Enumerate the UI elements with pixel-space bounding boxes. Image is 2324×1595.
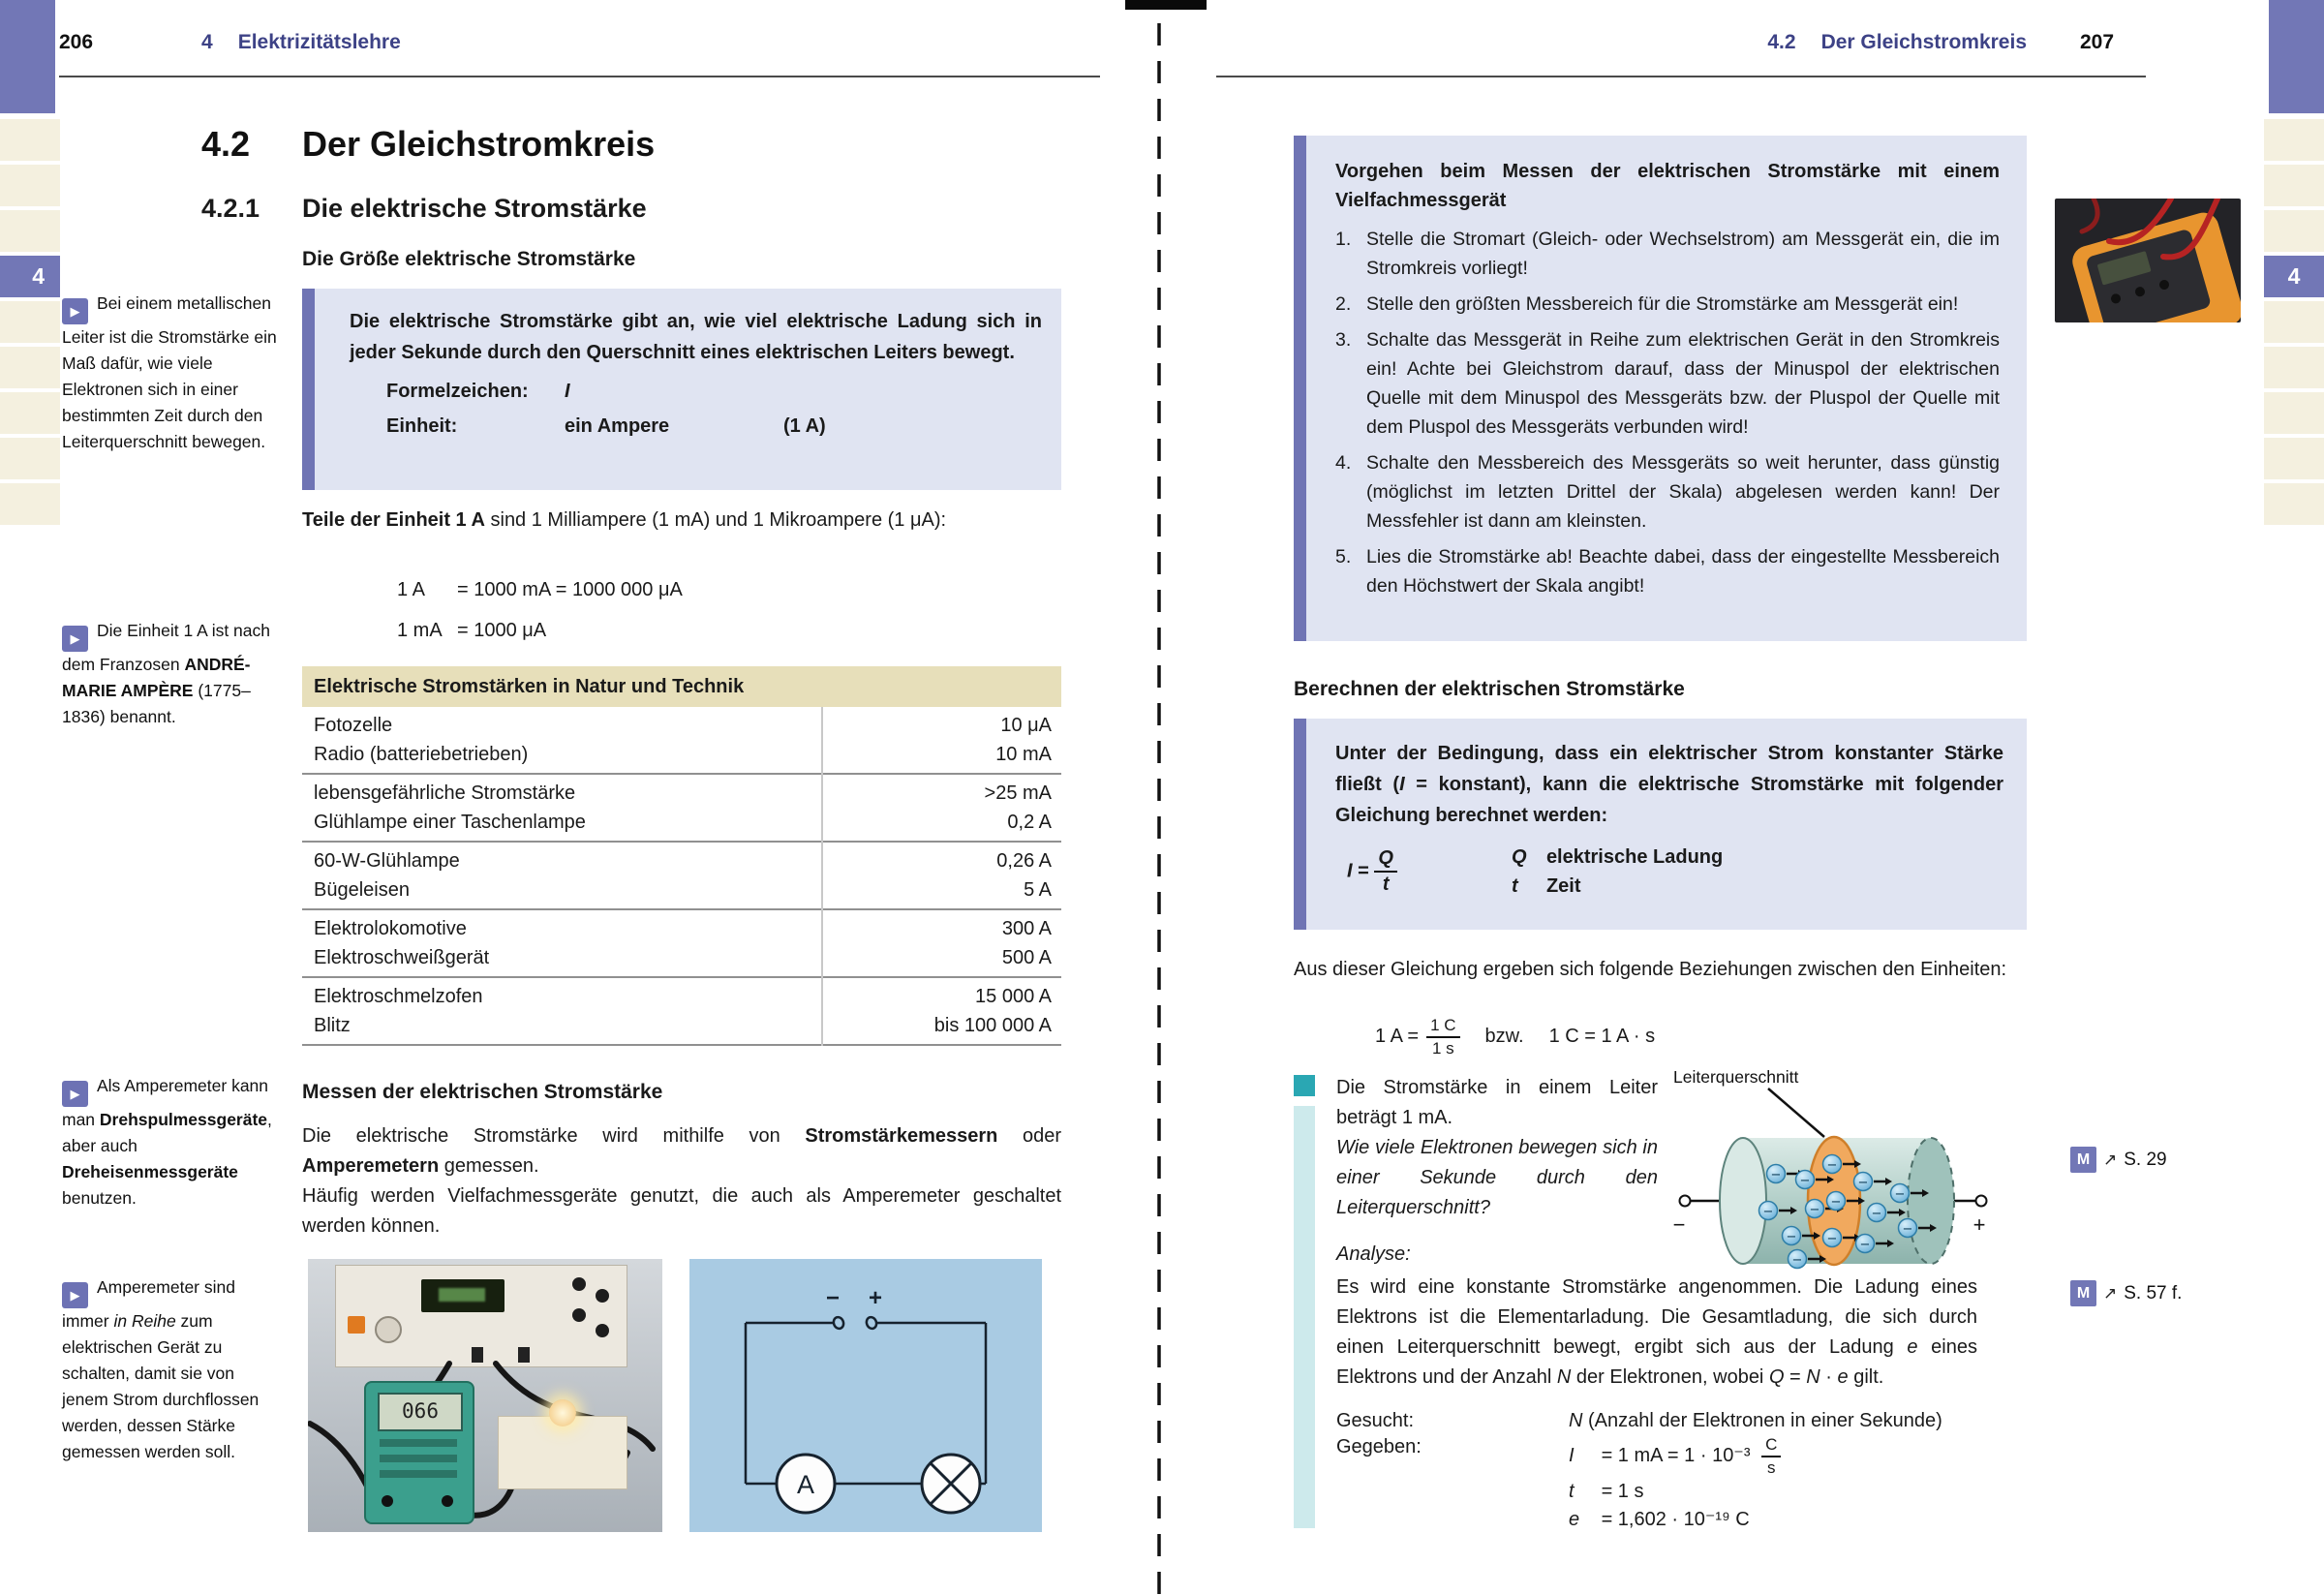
edge-tab — [0, 210, 60, 252]
svg-text:−: − — [1857, 1176, 1869, 1190]
edge-tab — [2264, 119, 2324, 161]
given-symbol: t — [1569, 1480, 1575, 1502]
item-text: Schalte den Messbereich des Messgeräts so weit herunter, dass günstig (möglichst im letzten Drittel der Skala) abgelesen werden kann! Der Messfehler ist dann am kleinsten. — [1366, 452, 2000, 532]
multimeter-display: 066 — [378, 1393, 463, 1431]
list-item — [1335, 325, 2000, 442]
cables — [308, 1259, 662, 1532]
section-title: Der Gleichstromkreis — [302, 124, 656, 164]
subsection-heading — [201, 194, 647, 224]
subsection-number: 4.2.1 — [201, 194, 260, 223]
formelzeichen-symbol: I — [565, 381, 570, 402]
subsection-title: Die elektrische Stromstärke — [302, 194, 647, 223]
analyse-text: Es wird eine konstante Stromstärke angenommen. Die Ladung eines Elektrons ist die Elementarladung. Die Gesamtladung, die sich durch einen Leiterquerschnitt bewegt, ergibt sich aus der Ladung e eines Elektrons und der Anzahl N der Elektronen, wobei Q = N · e gilt. — [1336, 1276, 1977, 1388]
ammeter-label: A — [796, 1470, 815, 1499]
terminal-plus-label: + — [1972, 1212, 1986, 1237]
margin-note — [62, 291, 283, 455]
formula-pre: 1 A = — [1375, 1026, 1420, 1048]
vorgehen-box-accent-bar — [1294, 136, 1306, 641]
messen-paragraph — [302, 1121, 1061, 1242]
vorgehen-box — [1294, 136, 2027, 641]
play-icon: ▶ — [62, 298, 88, 324]
edge-tab — [0, 301, 60, 343]
calc-box — [1294, 719, 2027, 930]
svg-text:−: − — [1786, 1230, 1797, 1244]
gesucht-gegeben — [1336, 1410, 2014, 1531]
given-symbol: I — [1569, 1445, 1575, 1467]
edge-tab — [2264, 483, 2324, 525]
gegeben-row — [1569, 1436, 2014, 1477]
einheit-abbr: (1 A) — [783, 415, 826, 437]
table-cell: lebensgefährliche Stromstärke — [314, 782, 576, 804]
legend-desc: Zeit — [1545, 875, 1581, 897]
table-cell: Elektroschmelzofen — [314, 986, 483, 1007]
edge-tab — [2264, 438, 2324, 479]
table-cell: Fotozelle — [314, 715, 393, 736]
messen-paragraph-2: Häufig werden Vielfachmessgeräte genutzt, die auch als Amperemeter geschaltet werden können. — [302, 1185, 1061, 1237]
list-item — [1335, 290, 2000, 319]
edge-tab — [0, 119, 60, 161]
binding-mark — [1125, 0, 1207, 10]
reference-badge — [2070, 1280, 2182, 1306]
table-cell: bis 100 000 A — [933, 1015, 1052, 1036]
einheit-label: Einheit: — [386, 415, 458, 437]
fraction-numerator: 1 C — [1426, 1017, 1459, 1038]
einheiten-paragraph: Aus dieser Gleichung ergeben sich folgende Beziehungen zwischen den Einheiten: — [1294, 959, 2007, 980]
lamp-holder — [498, 1416, 627, 1489]
unit-fraction — [1761, 1436, 1781, 1477]
play-icon: ▶ — [62, 1081, 88, 1107]
battery-plus-label: + — [868, 1285, 883, 1311]
edge-tab — [2264, 347, 2324, 388]
header-section-title: Der Gleichstromkreis — [1820, 31, 2027, 53]
page-number-right: 207 — [2080, 31, 2115, 53]
gegeben-label: Gegeben: — [1336, 1436, 1422, 1457]
given-value: = 1 s — [1601, 1480, 1644, 1502]
fraction-denominator: s — [1766, 1457, 1776, 1477]
svg-text:−: − — [1826, 1158, 1838, 1173]
einheit-row — [386, 415, 1042, 438]
gesucht-label: Gesucht: — [1336, 1410, 1415, 1431]
table-row — [302, 978, 1061, 1046]
calc-text: Unter der Bedingung, dass ein elektrischer Strom konstanter Stärke fließt (I = konstant), kann die elektrische Stromstärke mit folgender Gleichung berechnet werden: — [1335, 743, 2004, 826]
fraction-denominator: t — [1382, 874, 1390, 895]
conversion-line — [397, 620, 546, 642]
formelzeichen-label: Formelzeichen: — [386, 381, 529, 402]
list-item — [1335, 448, 2000, 536]
table-cell: >25 mA — [984, 782, 1052, 804]
multimeter-terminal — [442, 1495, 453, 1507]
unit-fraction — [1426, 1017, 1459, 1058]
svg-text:−: − — [1871, 1207, 1882, 1221]
section-heading — [201, 124, 655, 165]
item-text: Schalte das Messgerät in Reihe zum elektrischen Gerät in den Stromkreis ein! Achte bei Gleichstrom darauf, dass der Minuspol der elektrischen Quelle mit dem Minuspol des Messgeräts bzw. der Pluspol der Quelle mit dem Pluspol des Messgeräts verbunden wird! — [1366, 329, 2000, 438]
conductor-diagram — [1667, 1065, 1997, 1298]
jump-arrow-icon: ↗ — [2103, 1150, 2118, 1169]
header-rule-right — [1216, 76, 2146, 77]
edge-tab — [2264, 165, 2324, 206]
item-text: Stelle die Stromart (Gleich- oder Wechselstrom) am Messgerät ein, die im Stromkreis vorliegt! — [1366, 229, 2000, 279]
conversion-lhs: 1 A — [397, 579, 425, 600]
multimeter-buttons — [380, 1439, 457, 1447]
chapter-number: 4 — [201, 31, 213, 53]
fraction-denominator: 1 s — [1431, 1038, 1454, 1058]
currents-table — [302, 666, 1061, 1046]
edge-tab — [0, 483, 60, 525]
conversion-lhs: 1 mA — [397, 620, 443, 641]
table-cell: 0,26 A — [996, 850, 1052, 872]
reference-badge — [2070, 1147, 2167, 1173]
chapter-tab-left: 4 — [0, 256, 60, 297]
multimeter-terminal — [382, 1495, 393, 1507]
circuit-diagram — [689, 1259, 1042, 1532]
item-number: 5. — [1335, 546, 1352, 567]
edge-tab — [2264, 301, 2324, 343]
analyse-label: Analyse: — [1336, 1243, 1411, 1265]
multimeter — [364, 1381, 474, 1524]
reference-page: S. 57 f. — [2124, 1282, 2183, 1304]
list-item — [1335, 542, 2000, 600]
item-number: 3. — [1335, 329, 1352, 351]
groesse-heading: Die Größe elektrische Stromstärke — [302, 248, 636, 270]
item-number: 4. — [1335, 452, 1352, 474]
table-cell: Bügeleisen — [314, 879, 410, 901]
terminal-minus-label: − — [1672, 1212, 1686, 1237]
vorgehen-title: Vorgehen beim Messen der elektrischen Stromstärke mit einem Vielfachmessgerät — [1335, 161, 2000, 211]
edge-tab — [0, 165, 60, 206]
lamp-bulb — [549, 1399, 576, 1426]
table-cell: Elektrolokomotive — [314, 918, 467, 939]
item-text: Lies die Stromstärke ab! Beachte dabei, dass der eingestellte Messbereich den Höchstwert der Skala angibt! — [1366, 546, 2000, 597]
play-icon: ▶ — [62, 1282, 88, 1308]
diagram-label: Leiterquerschnitt — [1673, 1067, 1799, 1087]
example-marker — [1294, 1075, 1315, 1096]
table-title: Elektrische Stromstärken in Natur und Technik — [302, 666, 1061, 707]
conversion-rhs: = 1000 mA = 1000 000 μA — [457, 579, 683, 600]
fraction-numerator: Q — [1374, 848, 1397, 873]
edge-tab — [2264, 392, 2324, 434]
formula-mid: bzw. — [1484, 1026, 1524, 1048]
m-badge-icon: M — [2070, 1280, 2096, 1306]
messen-paragraph-1: Die elektrische Stromstärke wird mithilfe von Stromstärkemessern oder Amperemetern gemessen. — [302, 1125, 1062, 1177]
table-cell: Glühlampe einer Taschenlampe — [314, 812, 586, 833]
table-cell: 300 A — [1001, 918, 1052, 939]
question-intro: Die Stromstärke in einem Leiter beträgt 1 mA. — [1336, 1077, 1658, 1128]
svg-text:−: − — [1770, 1168, 1782, 1182]
teile-paragraph: Teile der Einheit 1 A sind 1 Milliampere (1 mA) und 1 Mikroampere (1 μA): — [302, 509, 947, 531]
calc-box-accent-bar — [1294, 719, 1306, 930]
running-head-right — [1646, 31, 2027, 54]
legend-desc: elektrische Ladung — [1545, 846, 1724, 868]
chapter-tab-right: 4 — [2264, 256, 2324, 297]
list-item — [1335, 225, 2000, 283]
example-bar — [1294, 1106, 1315, 1528]
edge-tab — [2264, 210, 2324, 252]
table-cell: 60-W-Glühlampe — [314, 850, 460, 872]
legend-symbol: t — [1511, 875, 1518, 897]
table-column-divider — [821, 707, 823, 1046]
question-text: Wie viele Elektronen bewegen sich in einer Sekunde durch den Leiterquerschnitt? — [1336, 1137, 1658, 1218]
item-text: Stelle den größten Messbereich für die Stromstärke am Messgerät ein! — [1366, 293, 1959, 315]
margin-note-text: Als Amperemeter kann man Drehspulmessgeräte, aber auch Dreheisenmessgeräte benutzen. — [62, 1076, 272, 1208]
messen-heading: Messen der elektrischen Stromstärke — [302, 1081, 663, 1103]
binding-dashed-line — [1143, 10, 1177, 1595]
svg-text:−: − — [1791, 1253, 1803, 1268]
table-row — [302, 910, 1061, 978]
table-cell: 15 000 A — [975, 986, 1052, 1007]
m-badge-icon: M — [2070, 1147, 2096, 1173]
table-cell: Blitz — [314, 1015, 351, 1036]
margin-note-text: Amperemeter sind immer in Reihe zum elektrischen Gerät zu schalten, damit sie von jenem Strom durchflossen werden, dessen Stärke gemessen werden soll. — [62, 1277, 260, 1461]
formula-symbol: I — [1347, 860, 1353, 882]
table-cell: 5 A — [1024, 879, 1052, 901]
svg-text:−: − — [1830, 1195, 1842, 1210]
svg-text:−: − — [1859, 1238, 1871, 1252]
item-number: 2. — [1335, 293, 1352, 315]
einheiten-formula — [1375, 1017, 1655, 1058]
table-cell: 10 mA — [995, 744, 1052, 765]
definition-box — [302, 289, 1061, 490]
margin-note — [62, 1274, 283, 1465]
running-head-left — [201, 31, 401, 54]
formelzeichen-row — [386, 381, 1042, 403]
svg-text:−: − — [1902, 1222, 1913, 1237]
margin-note — [62, 618, 283, 730]
conversion-line — [397, 579, 683, 601]
battery-minus-label: − — [825, 1285, 841, 1311]
jump-arrow-icon: ↗ — [2103, 1283, 2118, 1303]
example-question — [1336, 1073, 1658, 1223]
given-symbol: e — [1569, 1508, 1580, 1530]
formula-post: 1 C = 1 A · s — [1548, 1026, 1656, 1048]
margin-note-text: Bei einem metallischen Leiter ist die Stromstärke ein Maß dafür, wie viele Elektronen sich in einer bestimmten Zeit durch den Leiterquerschnitt bewegen. — [62, 293, 277, 451]
svg-text:−: − — [1809, 1203, 1820, 1217]
legend-symbol: Q — [1511, 846, 1527, 868]
chapter-title: Elektrizitätslehre — [237, 31, 401, 53]
multimeter-buttons — [380, 1455, 457, 1462]
header-section-number: 4.2 — [1767, 31, 1796, 53]
margin-note — [62, 1073, 283, 1212]
edge-corner-left — [0, 0, 55, 113]
margin-note-text: Die Einheit 1 A ist nach dem Franzosen ANDRÉ-MARIE AMPÈRE (1775–1836) benannt. — [62, 621, 270, 726]
table-cell: Elektroschweißgerät — [314, 947, 490, 968]
multimeter-photo — [2055, 199, 2241, 322]
svg-text:−: − — [1799, 1174, 1811, 1188]
edge-tab — [0, 347, 60, 388]
svg-text:−: − — [1826, 1232, 1838, 1246]
gegeben-row — [1569, 1507, 2014, 1531]
calc-formula — [1335, 843, 2003, 901]
einheit-name: ein Ampere — [565, 415, 670, 437]
item-number: 1. — [1335, 229, 1352, 250]
page-number-left: 206 — [59, 31, 94, 53]
lamp-symbol — [922, 1455, 980, 1513]
formula-equals: = — [1358, 860, 1369, 882]
conversion-rhs: = 1000 μA — [457, 620, 547, 641]
edge-tab — [0, 438, 60, 479]
berechnen-heading: Berechnen der elektrischen Stromstärke — [1294, 678, 1685, 700]
given-value: = 1,602 · 10⁻¹⁹ C — [1601, 1508, 1750, 1530]
vorgehen-list — [1335, 225, 2000, 600]
reference-page: S. 29 — [2124, 1149, 2167, 1170]
table-cell: 10 μA — [1000, 715, 1052, 736]
table-row — [302, 775, 1061, 843]
probe-cables — [2055, 199, 2241, 322]
table-cell: 0,2 A — [1007, 812, 1052, 833]
edge-tab — [0, 392, 60, 434]
table-row — [302, 843, 1061, 910]
svg-text:−: − — [1762, 1205, 1774, 1219]
definition-box-accent-bar — [302, 289, 315, 490]
multimeter-buttons — [380, 1470, 457, 1478]
table-row — [302, 707, 1061, 775]
play-icon: ▶ — [62, 626, 88, 652]
gegeben-row — [1569, 1481, 2014, 1503]
formula-fraction — [1374, 848, 1397, 895]
table-cell: Radio (batteriebetrieben) — [314, 744, 529, 765]
svg-text:−: − — [1894, 1187, 1906, 1202]
gesucht-value: N (Anzahl der Elektronen in einer Sekunde) — [1569, 1410, 1942, 1431]
definition-text: Die elektrische Stromstärke gibt an, wie viel elektrische Ladung sich in jeder Sekunde durch den Querschnitt eines elektrischen Leiters bewegt. — [350, 311, 1042, 363]
experiment-photo — [308, 1259, 662, 1532]
fraction-numerator: C — [1761, 1436, 1781, 1457]
given-value: = 1 mA = 1 · 10⁻³ — [1601, 1445, 1751, 1467]
table-cell: 500 A — [1001, 947, 1052, 968]
edge-corner-right — [2269, 0, 2324, 113]
formula-legend — [1512, 843, 1723, 901]
section-number: 4.2 — [201, 124, 251, 164]
header-rule-left — [59, 76, 1100, 77]
